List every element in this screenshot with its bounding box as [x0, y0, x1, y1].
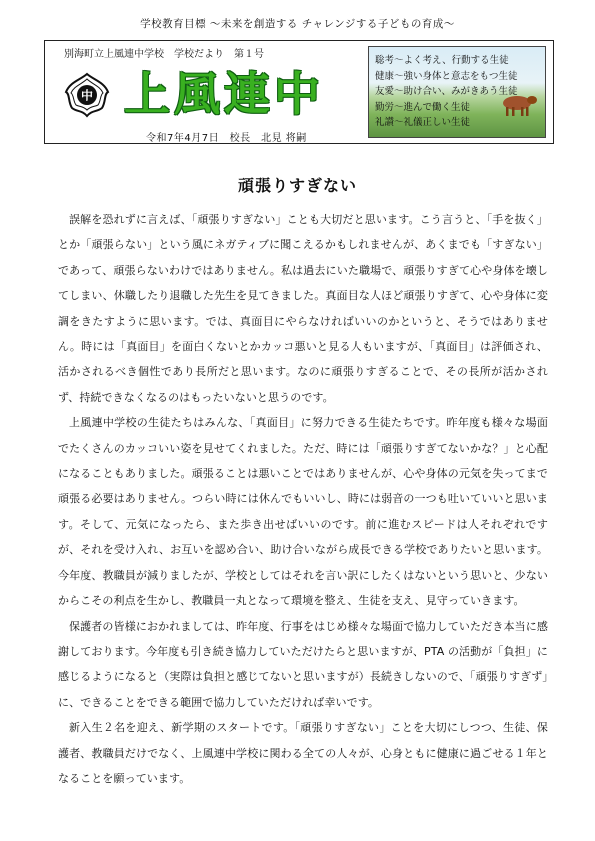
- goal-item: 健康～強い身体と意志をもつ生徒: [375, 70, 518, 82]
- newsletter-title: 上風連中: [124, 67, 324, 121]
- school-goals-list: [375, 53, 518, 131]
- goal-item: 友愛～助け合い、みがきあう生徒: [375, 86, 518, 97]
- newsletter-issue-line: 別海町立上風連中学校 学校だより 第１号: [64, 49, 264, 60]
- article-paragraph: 誤解を恐れずに言えば、「頑張りすぎない」ことも大切だと思います。こう言うと、「手を抜く」とか「頑張らない」という風にネガティブに聞こえるかもしれませんが、あくまでも「すぎない」であって、頑張らないわけではありません。私は過去にいた職場で、頑張りすぎて心や身体を壊してしまい、休職したり退職した先生を見てきました。真面目な人ほど頑張りすぎて、心や身体に変調をきたすように思います。では、真面目にやらなければいいのかというと、そうではありません。時には「真面目」を面白くないとかカッコ悪いと見る人もいますが、「真面目」は評価され、活かされるべき個性であり長所だと思います。なのに頑張りすぎることで、その長所が活かされず、持続できなくなるのはもったいないと思うのです。: [58, 213, 548, 404]
- goal-item: 聡考～よく考え、行動する生徒: [375, 55, 509, 66]
- article-body: [58, 207, 548, 791]
- school-goals-box: [368, 46, 546, 138]
- article-paragraph: 上風連中学校の生徒たちはみんな、「真面目」に努力できる生徒たちです。昨年度も様々な場面でたくさんのカッコいい姿を見せてくれました。ただ、時には「頑張りすぎてないかな？」と心配になることもありました。頑張ることは悪いことではありませんが、心や身体の元気を失ってまで頑張る必要はありません。つらい時には休んでもいいし、時には弱音の一つも吐いていいと思います。そして、元気になったら、また歩き出せばいいのです。前に進むスピードは人それぞれですが、それを受け入れ、お互いを認め合い、助け合いながら成長できる学校でありたいと思います。今年度、教職員が減りましたが、学校としてはそれを言い訳にしたくはないという思いと、少ないからこその利点を生かし、教職員一丸となって環境を整え、生徒を支え、見守っていきます。: [58, 416, 548, 608]
- school-emblem-logo: [64, 72, 110, 118]
- school-motto: 学校教育目標 ～未来を創造する チャレンジする子どもの育成～: [140, 18, 455, 30]
- goal-item: 礼讃～礼儀正しい生徒: [375, 117, 471, 128]
- date-and-principal: 令和7年4月7日 校長 北見 将嗣: [146, 133, 307, 144]
- article-paragraph: 保護者の皆様におかれましては、昨年度、行事をはじめ様々な場面で協力していただき本当に感謝しております。今年度も引き続き協力していただけたらと思いますが、PTA の活動が「負担」に感じるようになると（実際は負担と感じてないと思いますが）長続きしないので、「頑張りすぎず」に、できることをできる範囲で協力していただければ幸いです。: [58, 619, 548, 709]
- goal-item: 勤労～進んで働く生徒: [375, 101, 471, 113]
- article-paragraph: 新入生２名を迎え、新学期のスタートです。「頑張りすぎない」ことを大切にしつつ、生徒、保護者、教職員だけでなく、上風連中学校に関わる全ての人々が、心身ともに健康に過ごせる１年となることを願っています。: [58, 721, 548, 785]
- article-title: 頑張りすぎない: [237, 176, 357, 195]
- emblem-character: 中: [80, 88, 94, 103]
